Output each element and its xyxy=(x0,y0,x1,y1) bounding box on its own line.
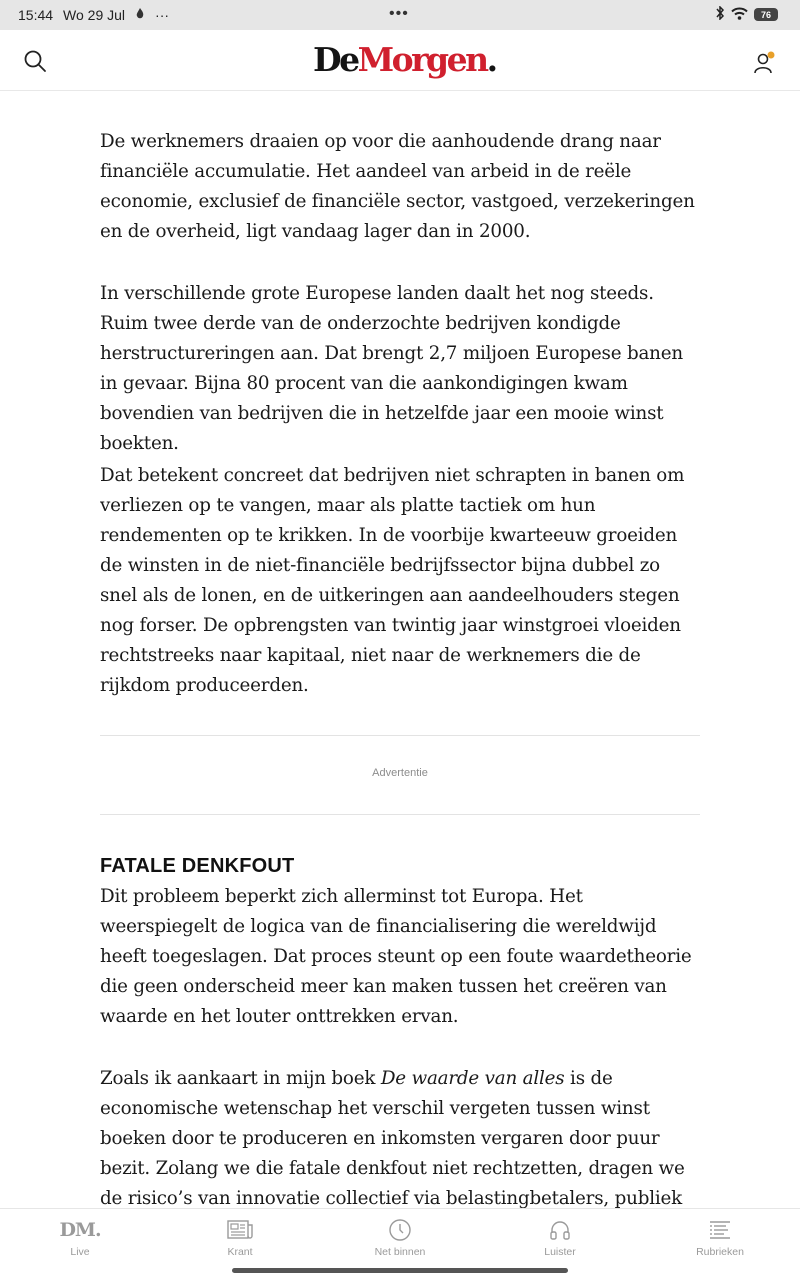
nav-item-net-binnen[interactable] xyxy=(345,1217,455,1258)
dm-logo-icon xyxy=(25,1217,135,1243)
status-center-dots: ••• xyxy=(389,5,409,22)
article-paragraph: Dit probleem beperkt zich allerminst tot Europa. Het weerspiegelt de logica van de financialisering die wereldwijd heeft toegeslagen. Dat proces steunt op een foute waardetheorie die geen onderscheid meer kan maken tussen het creëren van waarde en het louter onttrekken ervan. xyxy=(100,886,692,1027)
notification-icon xyxy=(135,7,145,23)
status-date: Wo 29 Jul xyxy=(63,7,126,23)
nav-label: Net binnen xyxy=(374,1246,426,1258)
nav-label: Luister xyxy=(544,1246,576,1258)
app-header xyxy=(0,30,800,91)
status-right xyxy=(715,6,778,23)
nav-item-rubrieken[interactable] xyxy=(665,1217,775,1258)
clock-icon xyxy=(345,1217,455,1243)
status-time: 15:44 xyxy=(18,7,54,23)
article-paragraph: De werknemers draaien op voor die aanhoudende drang naar financiële accumulatie. Het aandeel van arbeid in de reële economie, exclusief de financiële sector, vastgoed, verzekeringen en de overheid, ligt vandaag lager dan in 2000. xyxy=(100,131,695,242)
ad-divider-top xyxy=(100,735,700,736)
nav-item-krant[interactable] xyxy=(185,1217,295,1258)
status-left xyxy=(18,7,169,23)
article-paragraph: Dat betekent concreet dat bedrijven niet schrapten in banen om verliezen op te vangen, maar als platte tactiek om hun rendementen op te krikken. In de voorbije kwarteeuw groeiden de winsten in de niet-financiële bedrijfssector bijna dubbel zo snel als de lonen, en de uitkeringen aan aandeelhouders stegen nog forser. De opbrengsten van twintig jaar winstgroei vloeiden rechtstreeks naar kapitaal, niet naar de werknemers die de rijkdom produceerden. xyxy=(100,465,685,696)
de-morgen-logo[interactable] xyxy=(313,40,496,80)
ad-divider-bottom xyxy=(100,814,700,815)
nav-item-live[interactable] xyxy=(25,1217,135,1258)
status-extra: ··· xyxy=(155,7,170,23)
paragraph-text: Zoals ik aankaart in mijn boek xyxy=(100,1068,381,1089)
nav-label: Krant xyxy=(227,1246,253,1258)
bluetooth-icon xyxy=(715,6,725,23)
headphones-icon xyxy=(505,1217,615,1243)
advertisement-label: Advertentie xyxy=(372,767,428,779)
home-indicator[interactable] xyxy=(232,1268,568,1273)
logo-morgen: Morgen xyxy=(357,40,487,79)
book-title: De waarde van alles xyxy=(380,1068,565,1089)
account-icon[interactable] xyxy=(751,50,777,76)
logo-de: De xyxy=(313,40,358,79)
nav-label: Rubrieken xyxy=(696,1246,744,1258)
list-icon xyxy=(665,1217,775,1243)
paragraph-text: is de economische wetenschap het verschil vergeten tussen winst boeken door te produceren en inkomsten vergaren door puur bezit. Zolang we die fatale denkfout niet rechtzetten, dragen we de risico’s van innovatie collectief via belastingbetalers, publiek xyxy=(100,1068,685,1208)
battery-icon: 76 xyxy=(754,8,778,21)
dm-logo-text: DM. xyxy=(59,1219,101,1241)
status-bar xyxy=(0,0,800,30)
nav-label: Live xyxy=(70,1246,90,1258)
logo-dot: . xyxy=(486,40,496,79)
article-subheading: FATALE DENKFOUT xyxy=(100,855,295,877)
article-paragraph xyxy=(100,1064,700,1208)
article-body xyxy=(100,91,700,1208)
newspaper-icon xyxy=(185,1217,295,1243)
nav-item-luister[interactable] xyxy=(505,1217,615,1258)
search-icon[interactable] xyxy=(22,48,48,74)
wifi-icon xyxy=(731,7,748,23)
article-paragraph: In verschillende grote Europese landen daalt het nog steeds. Ruim twee derde van de onderzochte bedrijven kondigde herstructureringen aan. Dat brengt 2,7 miljoen Europese banen in gevaar. Bijna 80 procent van die aankondigingen kwam bovendien van bedrijven die in hetzelfde jaar een mooie winst boekten. xyxy=(100,283,683,454)
